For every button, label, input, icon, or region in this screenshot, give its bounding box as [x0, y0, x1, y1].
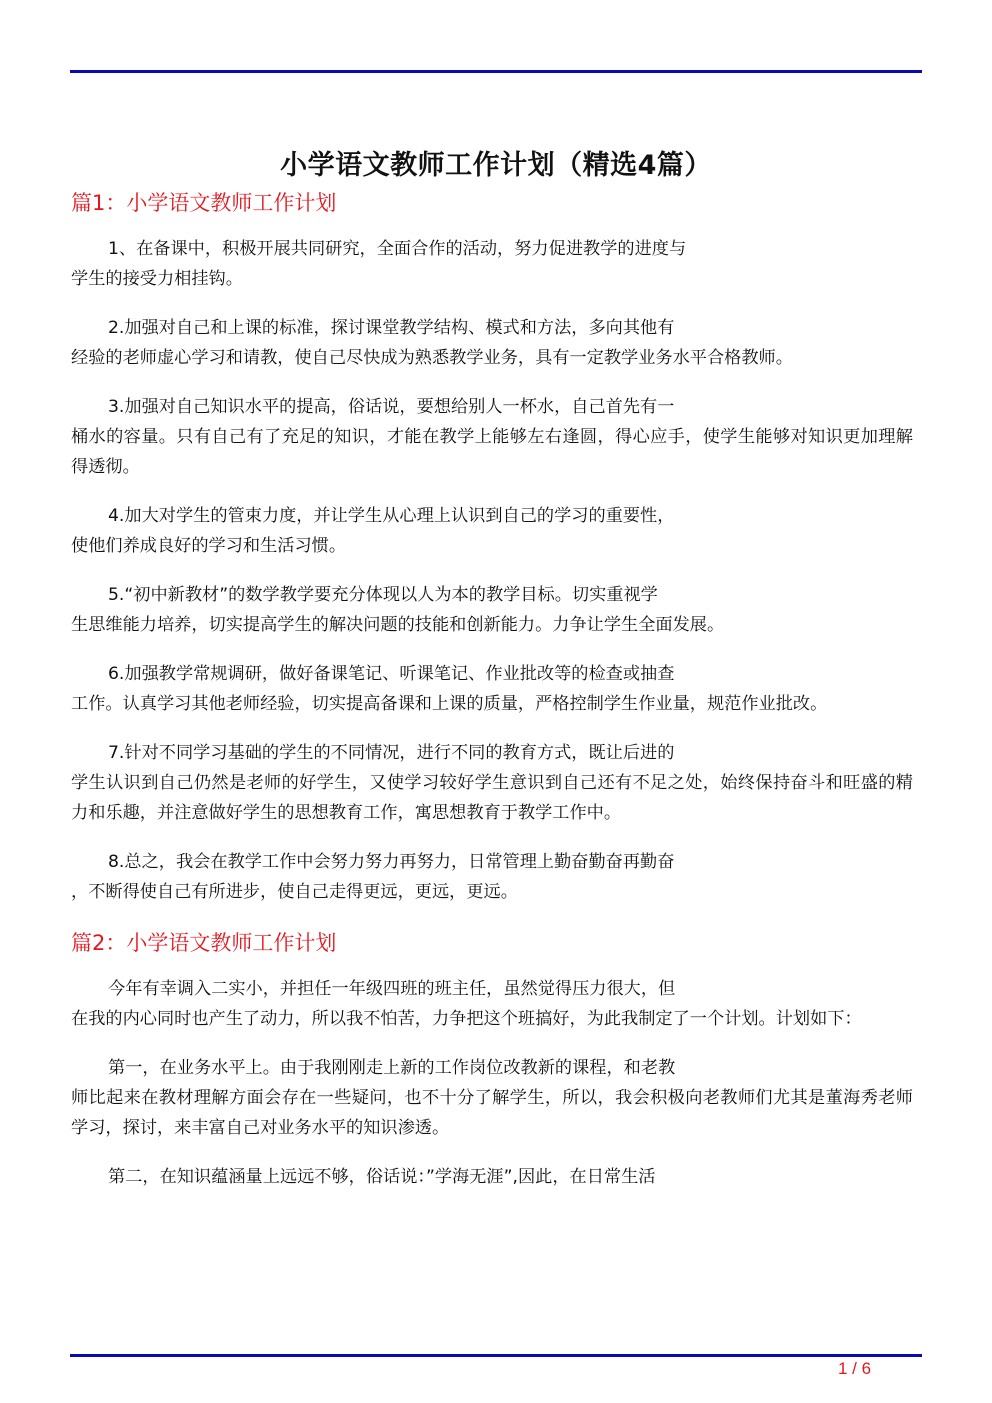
- paragraph-continuation: ，不断得使自己有所进步，使自己走得更远，更远，更远。: [71, 882, 518, 902]
- paragraph: [71, 847, 913, 907]
- page-title: 小学语文教师工作计划（精选4篇）: [280, 150, 712, 182]
- paragraph: [71, 501, 913, 561]
- paragraph-first-line: 5.“初中新教材”的数学教学要充分体现以人为本的教学目标。切实重视学: [108, 585, 658, 605]
- header-rule: [70, 70, 922, 73]
- paragraph-continuation: 学生认识到自己仍然是老师的好学生，又使学习较好学生意识到自己还有不足之处，始终保持奋斗和旺盛的精力和乐趣，并注意做好学生的思想教育工作，寓思想教育于教学工作中。: [71, 773, 913, 823]
- section-1: [71, 186, 913, 907]
- paragraph: [71, 234, 913, 294]
- paragraph: [71, 313, 913, 373]
- paragraph: [71, 1053, 913, 1143]
- paragraph-first-line: 第一，在业务水平上。由于我刚刚走上新的工作岗位改教新的课程，和老教: [108, 1058, 676, 1078]
- paragraph: [71, 1162, 913, 1192]
- paragraph-first-line: 2.加强对自己和上课的标准，探讨课堂教学结构、模式和方法，多向其他有: [108, 318, 675, 338]
- paragraph-continuation: 经验的老师虚心学习和请教，使自己尽快成为熟悉教学业务，具有一定教学业务水平合格教师。: [71, 348, 793, 368]
- paragraph: [71, 392, 913, 482]
- paragraph-first-line: 第二，在知识蕴涵量上远远不够，俗话说：”学海无涯”,因此，在日常生活: [108, 1167, 656, 1187]
- page-number: 1 / 6: [838, 1359, 872, 1378]
- paragraph: [71, 659, 913, 719]
- section-2: [71, 926, 913, 1192]
- paragraph-first-line: 3.加强对自己知识水平的提高，俗话说，要想给别人一杯水，自己首先有一: [108, 397, 675, 417]
- paragraph-first-line: 1、在备课中，积极开展共同研究，全面合作的活动，努力促进教学的进度与: [108, 239, 687, 259]
- paragraph-first-line: 8.总之，我会在教学工作中会努力努力再努力，日常管理上勤奋勤奋再勤奋: [108, 852, 675, 872]
- footer-rule: [70, 1354, 922, 1357]
- paragraph-continuation: 生思维能力培养，切实提高学生的解决问题的技能和创新能力。力争让学生全面发展。: [71, 615, 725, 635]
- paragraph-first-line: 6.加强教学常规调研，做好备课笔记、听课笔记、作业批改等的检查或抽查: [108, 664, 675, 684]
- section-heading: 篇1：小学语文教师工作计划: [71, 191, 337, 215]
- paragraph: [71, 580, 913, 640]
- section-heading: 篇2：小学语文教师工作计划: [71, 931, 337, 955]
- paragraph-continuation: 师比起来在教材理解方面会存在一些疑问，也不十分了解学生，所以，我会积极向老教师们尤其是董海秀老师学习，探讨，来丰富自己对业务水平的知识渗透。: [71, 1088, 913, 1138]
- document-body: [71, 186, 913, 1211]
- paragraph-continuation: 桶水的容量。只有自己有了充足的知识，才能在教学上能够左右逢圆，得心应手，使学生能够对知识更加理解得透彻。: [71, 427, 913, 477]
- paragraph: [71, 738, 913, 828]
- paragraph-first-line: 4.加大对学生的管束力度，并让学生从心理上认识到自己的学习的重要性，: [108, 506, 675, 526]
- paragraph-continuation: 在我的内心同时也产生了动力，所以我不怕苦，力争把这个班搞好，为此我制定了一个计划。计划如下：: [71, 1009, 862, 1029]
- paragraph-first-line: 7.针对不同学习基础的学生的不同情况，进行不同的教育方式，既让后进的: [108, 743, 675, 763]
- paragraph: [71, 974, 913, 1034]
- paragraph-continuation: 使他们养成良好的学习和生活习惯。: [71, 536, 347, 556]
- paragraph-continuation: 工作。认真学习其他老师经验，切实提高备课和上课的质量，严格控制学生作业量，规范作业批改。: [71, 694, 828, 714]
- paragraph-continuation: 学生的接受力相挂钩。: [71, 269, 243, 289]
- paragraph-first-line: 今年有幸调入二实小，并担任一年级四班的班主任，虽然觉得压力很大，但: [108, 979, 676, 999]
